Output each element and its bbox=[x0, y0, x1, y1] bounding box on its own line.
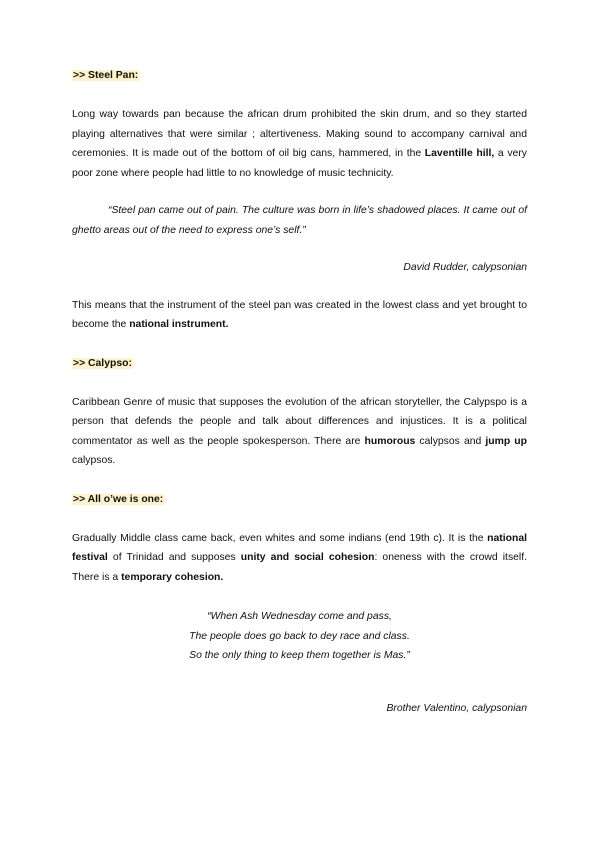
national-instrument-bold: national instrument. bbox=[129, 319, 229, 330]
national-festival-bold: national festival bbox=[72, 532, 527, 563]
david-rudder-attribution: David Rudder, calypsonian bbox=[403, 262, 527, 273]
unity-cohesion-bold: unity and social cohesion bbox=[240, 552, 375, 563]
poem-line: So the only thing to keep them together is Mas.” bbox=[189, 650, 410, 661]
steel-pan-quote: “Steel pan came out of pain. The culture was born in life’s shadowed places. It came out of ghetto areas out of the need to express one’s self.” bbox=[72, 205, 527, 236]
poem-line: “When Ash Wednesday come and pass, bbox=[207, 611, 392, 622]
steel-pan-heading: >> Steel Pan: bbox=[73, 70, 139, 81]
humorous-bold: humorous bbox=[364, 435, 416, 447]
all-owe-heading: >> All o’we is one: bbox=[73, 493, 164, 505]
jump-up-bold: jump up bbox=[485, 435, 527, 447]
all-owe-paragraph: Gradually Middle class came back, even whites and some indians (end 19th c). It is the national festival of Trinidad and supposes unity and social cohesion: oneness with the crowd itself. There is a temporary cohesion. bbox=[72, 532, 527, 583]
brother-valentino-attribution: Brother Valentino, calypsonian bbox=[386, 702, 527, 714]
poem-line: The people does go back to dey race and class. bbox=[189, 630, 410, 642]
calypso-paragraph: Caribbean Genre of music that supposes the evolution of the african storyteller, the Calypspo is a person that defends the people and talk about differences and injustices. It is a political commentator as well as the people spokesperson. There are humorous calypsos and jump up calypsos. bbox=[72, 396, 527, 466]
steel-pan-conclusion: This means that the instrument of the steel pan was created in the lowest class and yet brought to become the national instrument. bbox=[72, 299, 527, 330]
ash-wednesday-poem bbox=[72, 607, 527, 666]
calypso-heading: >> Calypso: bbox=[73, 357, 132, 369]
laventille-hill-bold: Laventille hill, bbox=[424, 148, 495, 159]
page-content bbox=[72, 68, 527, 718]
steel-pan-paragraph: Long way towards pan because the african drum prohibited the skin drum, and so they started playing alternatives that were similar ; altertiveness. Making sound to accompany carnival and ceremonies. It is made out of the bottom of oil big cans, hammered, in the Laventille hill, a very poor zone where people had little to no knowledge of music technicity. bbox=[72, 109, 527, 179]
temporary-cohesion-bold: temporary cohesion. bbox=[121, 571, 224, 583]
